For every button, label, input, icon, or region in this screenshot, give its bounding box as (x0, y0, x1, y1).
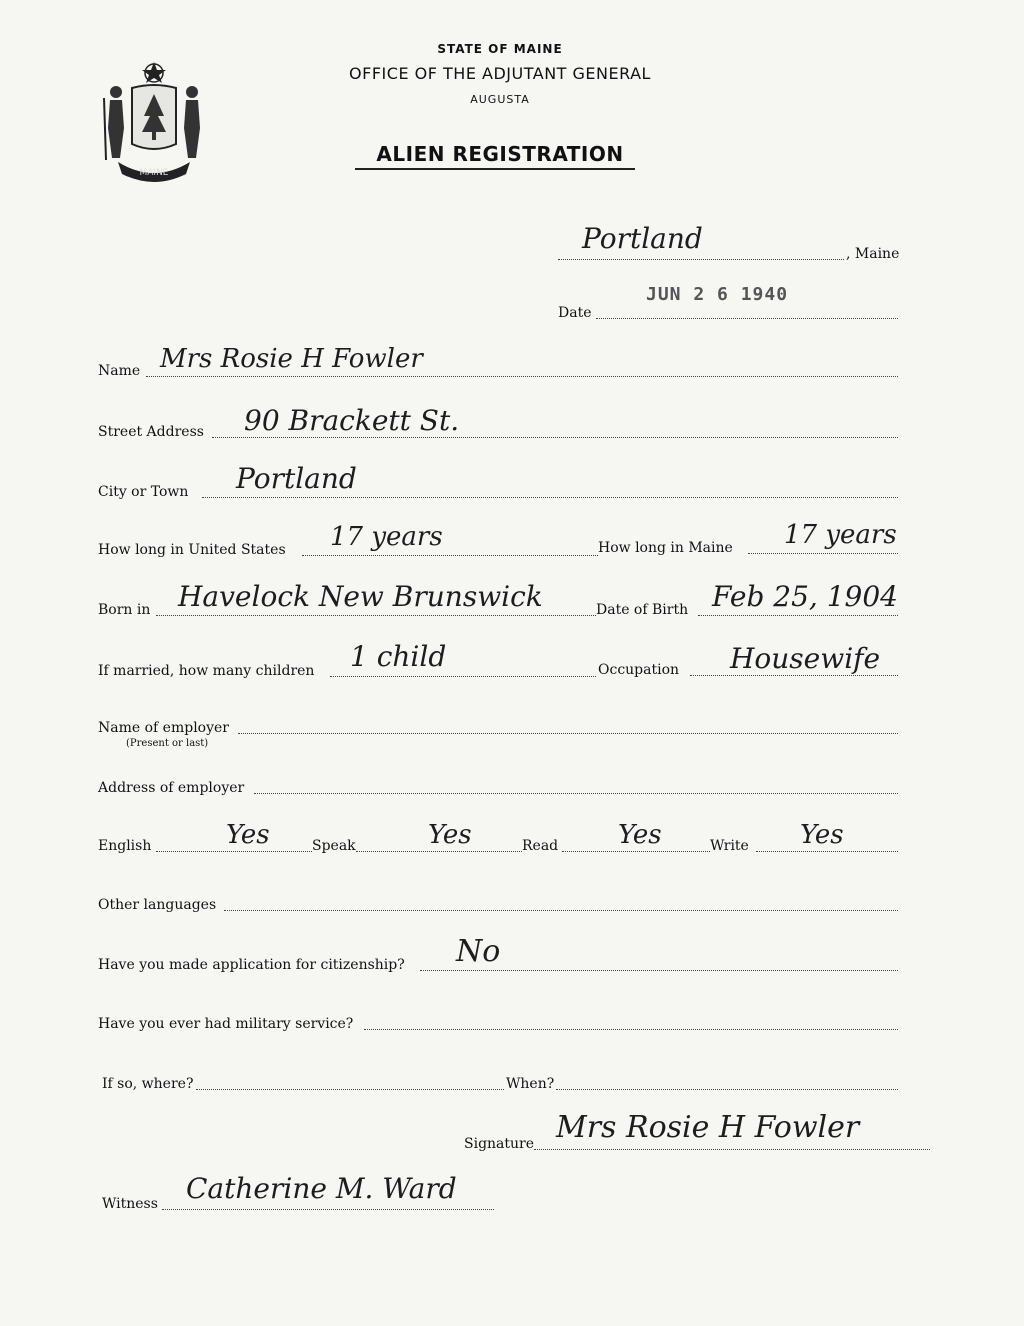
city-top-value: Portland (582, 222, 703, 255)
dob-line (698, 615, 898, 616)
where-label: If so, where? (102, 1076, 194, 1092)
name-label: Name (98, 363, 141, 379)
occupation-value: Housewife (730, 642, 881, 675)
signature-line (534, 1149, 930, 1150)
maine-label: , Maine (846, 246, 900, 262)
write-label: Write (710, 838, 749, 854)
seal-motto: MAINE (139, 168, 169, 178)
date-line (596, 318, 898, 319)
header-state: STATE OF MAINE (437, 42, 563, 56)
header-office: OFFICE OF THE ADJUTANT GENERAL (349, 64, 651, 83)
children-line (330, 676, 596, 677)
born-in-label: Born in (98, 602, 151, 618)
born-in-line (156, 615, 596, 616)
speak-line (356, 851, 522, 852)
english-value: Yes (226, 820, 270, 850)
name-line (146, 376, 898, 377)
witness-label: Witness (102, 1196, 158, 1212)
english-label: English (98, 838, 152, 854)
citizenship-line (420, 970, 898, 971)
signature-value: Mrs Rosie H Fowler (556, 1110, 860, 1145)
write-value: Yes (800, 820, 844, 850)
city-town-label: City or Town (98, 484, 189, 500)
city-town-line (202, 497, 898, 498)
occupation-line (690, 675, 898, 676)
employer-line (238, 733, 898, 734)
witness-line (162, 1209, 494, 1210)
street-label: Street Address (98, 424, 204, 440)
children-value: 1 child (350, 640, 447, 673)
military-label: Have you ever had military service? (98, 1016, 354, 1032)
city-top-line (558, 259, 844, 260)
how-long-maine-value: 17 years (784, 520, 897, 550)
citizenship-label: Have you made application for citizenship? (98, 957, 405, 973)
witness-value: Catherine M. Ward (186, 1172, 457, 1205)
born-in-value: Havelock New Brunswick (178, 580, 543, 613)
how-long-us-label: How long in United States (98, 542, 286, 558)
how-long-us-line (302, 555, 598, 556)
speak-value: Yes (428, 820, 472, 850)
when-line (556, 1089, 898, 1090)
date-stamp: JUN 2 6 1940 (646, 284, 789, 305)
read-line (562, 851, 710, 852)
other-languages-line (224, 910, 898, 911)
write-line (756, 851, 898, 852)
signature-label: Signature (464, 1136, 535, 1152)
dob-value: Feb 25, 1904 (712, 580, 898, 613)
title-underline (355, 168, 635, 170)
occupation-label: Occupation (598, 662, 680, 678)
date-label: Date (558, 305, 592, 321)
when-label: When? (506, 1076, 555, 1092)
where-line (196, 1089, 504, 1090)
other-languages-label: Other languages (98, 897, 217, 913)
employer-address-label: Address of employer (98, 780, 245, 796)
english-line (156, 851, 312, 852)
military-line (364, 1029, 898, 1030)
name-value: Mrs Rosie H Fowler (160, 344, 423, 374)
read-value: Yes (618, 820, 662, 850)
employer-sublabel: (Present or last) (126, 738, 209, 749)
citizenship-value: No (456, 934, 501, 969)
city-town-value: Portland (236, 462, 357, 495)
employer-address-line (254, 793, 898, 794)
how-long-us-value: 17 years (330, 522, 443, 552)
speak-label: Speak (312, 838, 356, 854)
street-line (212, 437, 898, 438)
read-label: Read (522, 838, 559, 854)
children-label: If married, how many children (98, 663, 315, 679)
form-title: ALIEN REGISTRATION (376, 142, 624, 166)
dob-label: Date of Birth (596, 602, 689, 618)
how-long-maine-line (748, 553, 898, 554)
street-value: 90 Brackett St. (244, 404, 460, 437)
how-long-maine-label: How long in Maine (598, 540, 733, 556)
employer-label: Name of employer (98, 720, 229, 736)
header-city: AUGUSTA (470, 93, 530, 106)
